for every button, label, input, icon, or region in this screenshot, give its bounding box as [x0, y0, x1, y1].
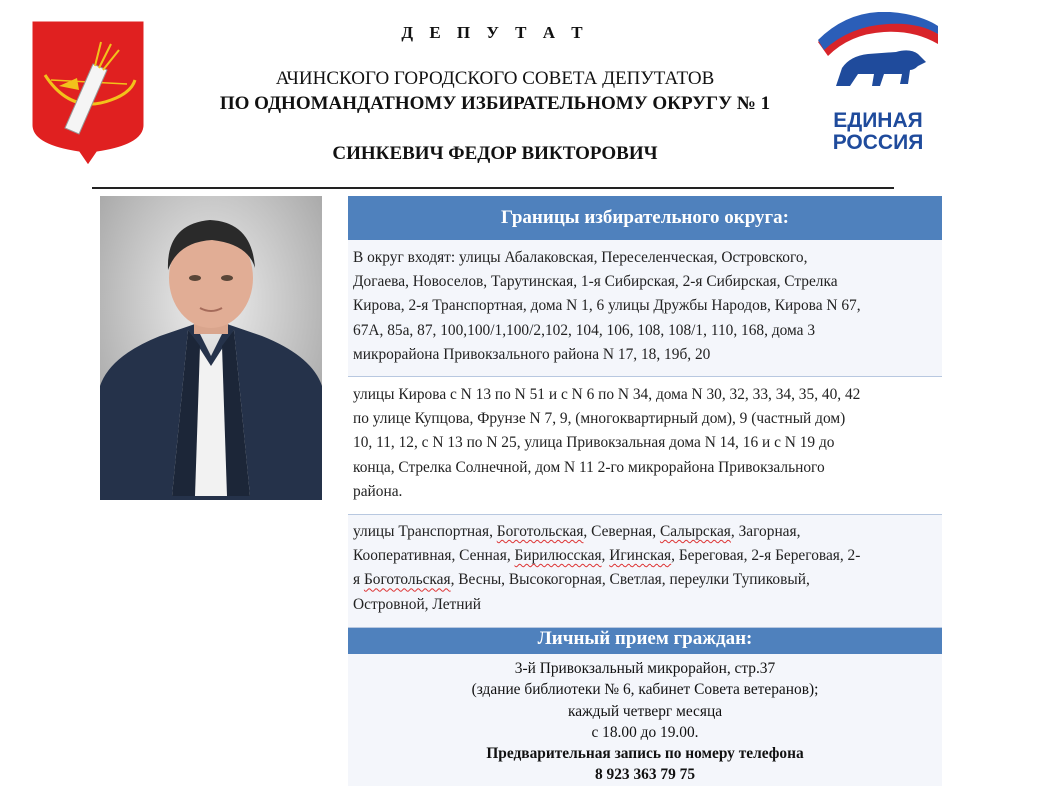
- deputy-title: Д Е П У Т А Т: [401, 23, 589, 42]
- boundaries-cell-3: [348, 515, 942, 628]
- party-logo: [814, 12, 942, 162]
- district-info-table: [348, 196, 942, 786]
- council-name: АЧИНСКОГО ГОРОДСКОГО СОВЕТА ДЕПУТАТОВ: [275, 68, 715, 89]
- coat-of-arms-icon: [31, 20, 145, 166]
- reception-phone: 8 923 363 79 75: [594, 766, 696, 784]
- cell-line: Догаева, Новоселов, Тарутинская, 1-я Сибирская, 2-я Сибирская, Стрелка: [353, 273, 838, 291]
- reception-time: с 18.00 до 19.00.: [591, 723, 699, 741]
- boundaries-cell-1: [348, 240, 942, 377]
- cell-line: по улице Купцова, Фрунзе N 7, 9, (многоквартирный дом), 9 (частный дом): [353, 410, 846, 428]
- cell-line: микрорайона Привокзального района N 17, 18, 19б, 20: [353, 345, 711, 363]
- boundaries-cell-2: [348, 377, 942, 515]
- reception-building: (здание библиотеки № 6, кабинет Совета ветеранов);: [471, 681, 819, 699]
- reception-note: Предварительная запись по номеру телефона: [486, 745, 804, 763]
- cell-line: 10, 11, 12, с N 13 по N 25, улица Привокзальная дома N 14, 16 и с N 19 до: [353, 434, 835, 452]
- reception-heading: Личный прием граждан:: [348, 628, 942, 654]
- cell-line: я Боготольская, Весны, Высокогорная, Светлая, переулки Тупиковый,: [353, 571, 810, 589]
- cell-line: Островной, Летний: [353, 595, 481, 613]
- cell-line: Кооперативная, Сенная, Бирилюсская, Игинская, Береговая, 2-я Береговая, 2-: [353, 547, 861, 565]
- cell-line: В округ входят: улицы Абалаковская, Переселенческая, Островского,: [353, 249, 808, 266]
- reception-details: [348, 658, 942, 786]
- party-logo-line1: ЕДИНАЯ: [833, 109, 923, 132]
- cell-line: Кирова, 2-я Транспортная, дома N 1, 6 улицы Дружбы Народов, Кирова N 67,: [353, 297, 861, 315]
- header-divider: [92, 187, 894, 189]
- cell-line: конца, Стрелка Солнечной, дом N 11 2-го микрорайона Привокзального: [353, 458, 825, 476]
- coat-of-arms: [31, 20, 145, 166]
- cell-line: района.: [353, 482, 403, 500]
- district-name: ПО ОДНОМАНДАТНОМУ ИЗБИРАТЕЛЬНОМУ ОКРУГУ № 1: [219, 93, 771, 114]
- deputy-name: СИНКЕВИЧ ФЕДОР ВИКТОРОВИЧ: [332, 143, 658, 164]
- cell-line: улицы Кирова с N 13 по N 51 и с N 6 по N 34, дома N 30, 32, 33, 34, 35, 40, 42: [353, 386, 861, 403]
- cell-line: улицы Транспортная, Боготольская, Северная, Салырская, Загорная,: [353, 523, 801, 540]
- party-logo-line2: РОССИЯ: [832, 131, 924, 154]
- reception-address: 3-й Привокзальный микрорайон, стр.37: [514, 660, 776, 677]
- cell-line: 67А, 85а, 87, 100,100/1,100/2,102, 104, 106, 108, 108/1, 110, 168, дома 3: [353, 321, 816, 339]
- deputy-photo: [100, 196, 322, 500]
- portrait-image: [100, 196, 322, 500]
- reception-schedule: каждый четверг месяца: [567, 702, 723, 720]
- bear-flag-icon: [814, 12, 942, 104]
- boundaries-heading: Границы избирательного округа:: [348, 196, 942, 240]
